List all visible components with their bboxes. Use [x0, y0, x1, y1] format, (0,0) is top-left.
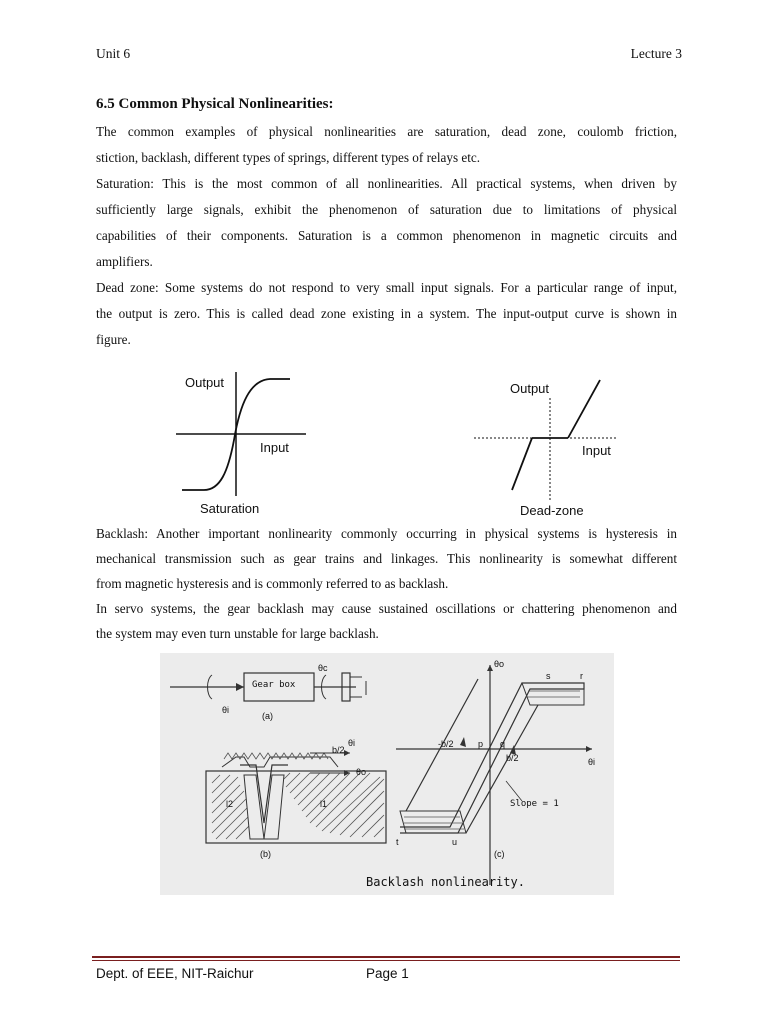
saturation-output-label: Output — [185, 375, 225, 390]
saturation-line-4: amplifiers. — [96, 254, 153, 269]
b-half-label: b/2 — [332, 745, 345, 755]
theta-c-label: θc — [318, 663, 328, 673]
r-label: r — [580, 671, 583, 681]
footer-page-number: Page 1 — [366, 966, 409, 981]
deadzone-output-label: Output — [510, 381, 550, 396]
gear-box-label: Gear box — [252, 680, 296, 690]
b-half-c-label: b/2 — [506, 753, 519, 763]
deadzone-caption: Dead-zone — [520, 503, 584, 518]
l1-label: l1 — [320, 799, 328, 809]
section-heading: 6.5 Common Physical Nonlinearities: — [96, 96, 334, 112]
deadzone-input-label: Input — [582, 443, 611, 458]
theta-o-c-label: θo — [494, 659, 505, 669]
sub-c-label: (c) — [494, 849, 505, 859]
deadzone-upper-slope — [568, 380, 600, 438]
q-label: q — [500, 739, 506, 749]
footer-rule — [92, 956, 680, 958]
backlash-line-3: from magnetic hysteresis and is commonly referred to as backlash. — [96, 576, 449, 591]
header-lecture: Lecture 3 — [630, 46, 682, 61]
footer-rule-thin — [92, 960, 680, 961]
slope-label: Slope = 1 — [510, 799, 559, 809]
theta-i-c-label: θi — [588, 757, 596, 767]
theta-i-a-label: θi — [222, 705, 230, 715]
intro-line-2: stiction, backlash, different types of springs, different types of relays etc. — [96, 150, 481, 165]
sub-a-label: (a) — [262, 711, 273, 721]
deadzone-line-1: Dead zone: Some systems do not respond to very small input signals. For a particular range of input, — [96, 280, 677, 295]
neg-b-half-label: -b/2 — [438, 739, 454, 749]
saturation-input-label: Input — [260, 440, 289, 455]
deadzone-line-2: the output is zero. This is called dead zone existing in a system. The input-output curve is shown in — [96, 306, 677, 321]
saturation-line-1: Saturation: This is the most common of all nonlinearities. All practical systems, when driven by — [96, 176, 677, 191]
p-label: p — [478, 739, 484, 749]
deadzone-lower-slope — [512, 438, 532, 490]
saturation-caption: Saturation — [200, 501, 260, 516]
theta-i-b-label: θi — [348, 738, 356, 748]
backlash-line-1: Backlash: Another important nonlinearity commonly occurring in physical systems is hysteresis in — [96, 526, 677, 541]
servo-line-1: In servo systems, the gear backlash may cause sustained oscillations or chattering phenomenon and — [96, 601, 677, 616]
servo-line-2: the system may even turn unstable for large backlash. — [96, 626, 379, 641]
backlash-caption: Backlash nonlinearity. — [366, 875, 525, 889]
saturation-line-2: sufficiently large signals, exhibit the phenomenon of saturation due to limitations of physical — [96, 202, 677, 217]
t-label: t — [396, 837, 399, 847]
u-label: u — [452, 837, 458, 847]
saturation-line-3: capabilities of their components. Saturation is a common phenomenon in magnetic circuits and — [96, 228, 677, 243]
deadzone-line-3: figure. — [96, 332, 131, 347]
sub-b-label: (b) — [260, 849, 271, 859]
header-unit: Unit 6 — [96, 46, 131, 61]
backlash-figure — [160, 653, 614, 895]
s-label: s — [546, 671, 551, 681]
intro-line-1: The common examples of physical nonlinearities are saturation, dead zone, coulomb friction, — [96, 124, 677, 139]
footer-department: Dept. of EEE, NIT-Raichur — [96, 966, 254, 981]
l2-label: l2 — [226, 799, 234, 809]
backlash-line-2: mechanical transmission such as gear trains and linkages. This nonlinearity is somewhat different — [96, 551, 677, 566]
theta-o-b-label: θo — [356, 767, 367, 777]
